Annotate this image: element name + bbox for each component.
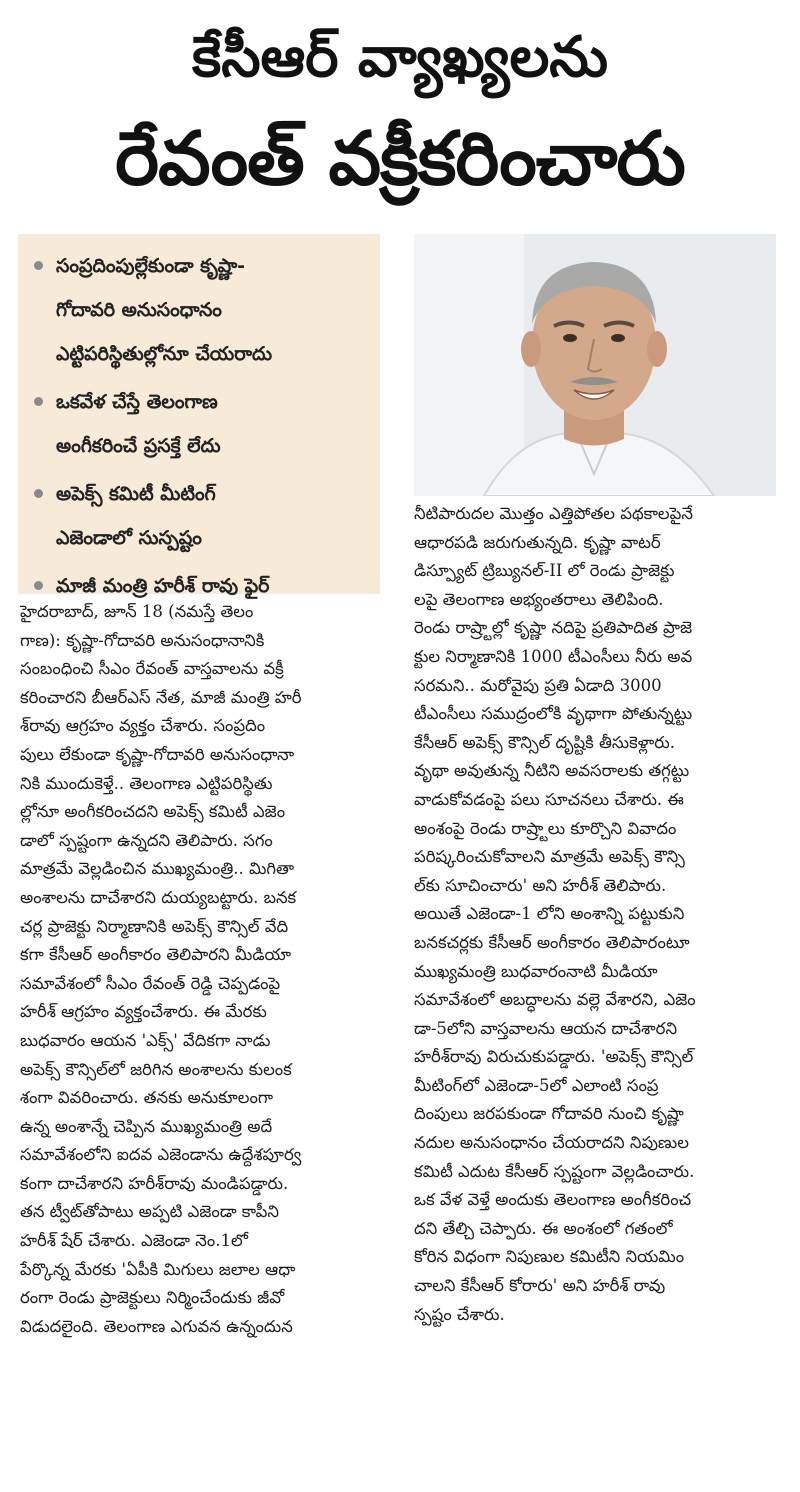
article-line: ముఖ్యమంత్రి బుధవారంనాటి మీడియా [414,961,658,981]
highlight-text: ఎట్టిపరిస్థితుల్లోనూ చేయరాదు [56,343,273,365]
article-line: డా-5లోని వాస్తవాలను ఆయన దాచేశారని [414,1018,678,1038]
article-line: టీఎంసీలు సముద్రంలోకి వృథాగా పోతున్నట్టు [414,704,693,724]
article-line: మీటింగ్‌లో ఎజెండా-5లో ఎలాంటి సంప్ర [414,1075,659,1095]
article-line: హైదరాబాద్, జూన్ 18 (నమస్తే తెలం [20,602,254,621]
article-line: దింపులు జరపకుండా గోదావరి నుంచి కృష్ణా [414,1104,684,1124]
article-line: కేసీఆర్ అపెక్స్ కౌన్సిల్ దృష్టికి తీసుకెళ్లారు. [414,732,675,752]
article-line: హరీశ్‌రావు విరుచుకుపడ్డారు. 'అపెక్స్ కౌన్సిల్ [414,1047,694,1067]
highlight-item [34,244,370,376]
article-line: క్టుల నిర్మాణానికి 1000 టీఎంసీలు నీరు అవ [414,646,693,666]
article-line: ఆధారపడి జరుగుతున్నది. కృష్ణా వాటర్ [414,532,661,552]
article-line: హరీశ్ షేర్ చేశారు. ఎజెండా నెం.1లో [20,1231,248,1251]
highlight-text: ఎజెండాలో సుస్పష్టం [56,527,202,549]
article-line: శ్‌రావు ఆగ్రహం వ్యక్తం చేశారు. సంప్రదిం [20,716,266,736]
highlight-text: అంగీకరించే ప్రసక్తే లేదు [56,435,221,457]
article-line: బనకచర్లకు కేసీఆర్ అంగీకారం తెలిపారంటూ [414,932,690,952]
article-line: లపై తెలంగాణ అభ్యంతరాలు తెలిపింది. [414,589,664,609]
article-line: అంశాలను దాచేశారని దుయ్యబట్టారు. బనక [20,887,297,907]
article-line: సరమని.. మరోవైపు ప్రతి ఏడాది 3000 [414,675,662,695]
article-line: అంశంపై రెండు రాష్ర్టాలు కూర్చొని వివాదం [414,818,677,838]
article-line: శంగా వివరించారు. తనకు అనుకూలంగా [20,1088,274,1108]
bullet-icon [34,581,43,590]
highlight-item [34,472,370,560]
article-line: నీటిపారుదల మొత్తం ఎత్తిపోతల పథకాలపైనే [414,504,693,523]
article-line: హరీశ్ ఆగ్రహం వ్యక్తంచేశారు. ఈ మేరకు [20,1002,267,1022]
article-line: గాణ): కృష్ణా-గోదావరి అనుసంధానానికి [20,630,265,650]
article-line: డిస్ప్యూట్ ట్రిబ్యునల్-II లో రెండు ప్రాజెక్టు [414,561,675,581]
article-line: పులు లేకుండా కృష్ణా-గోదావరి అనుసంధానా [20,744,295,764]
article-line: ల్లోనూ అంగీకరించదని అపెక్స్ కమిటీ ఎజెం [20,802,286,822]
article-line: ఒక వేళ వెళ్తే అందుకు తెలంగాణ అంగీకరించ [414,1190,692,1210]
highlight-text: సంప్రదింపుల్లేకుండా కృష్ణా- [56,255,246,277]
article-line: చర్ల ప్రాజెక్టు నిర్మాణానికి అపెక్స్ కౌన్సిల్ వేది [20,916,289,936]
article-line: బుధవారం ఆయన 'ఎక్స్' వేదికగా నాడు [20,1030,271,1050]
article-line: తన ట్వీట్‌తోపాటు అప్పటి ఎజెండా కాపీని [20,1202,279,1222]
article-line: కోరిన విధంగా నిపుణుల కమిటీని నియమిం [414,1247,685,1267]
article-line: రెండు రాష్ర్టాల్లో కృష్ణా నదిపై ప్రతిపాదిత ప్రాజె [414,618,693,638]
article-line: సంబంధించి సీఎం రేవంత్ వాస్తవాలను వక్రీ [20,659,284,679]
article-line: మాత్రమే వెల్లడించిన ముఖ్యమంత్రి.. మిగితా [20,859,295,879]
article-line: స్పష్టం చేశారు. [414,1304,505,1324]
article-line: ల్‌కు సూచించారు' అని హరీశ్ తెలిపారు. [414,875,667,895]
headline-line-1: కేసీఆర్ వ్యాఖ్యలను [192,25,608,90]
article-line: పరిష్కరించుకోవాలని మాత్రమే అపెక్స్ కౌన్సి [414,847,685,867]
article-line: దని తేల్చి చెప్పారు. ఈ అంశంలో గతంలో [414,1218,673,1238]
article-line: అపెక్స్ కౌన్సిల్‌లో జరిగిన అంశాలను కులంక [20,1059,292,1079]
portrait-photo [414,234,776,496]
highlights-box [18,234,380,597]
article-column-left [20,598,382,1341]
article-line: పేర్కొన్న మేరకు 'ఏపీకి మిగులు జలాల ఆధా [20,1259,296,1279]
article-line: విడుదలైంది. తెలంగాణ ఎగువన ఉన్నందున [20,1316,293,1336]
article-line: కరించారని బీఆర్ఎస్ నేత, మాజీ మంత్రి హరీ [20,687,302,707]
article-line: నదుల అనుసంధానం చేయరాదని నిపుణుల [414,1133,689,1153]
bullet-icon [34,489,43,498]
article-line: ఉన్న అంశాన్నే చెప్పిన ముఖ్యమంత్రి అదే [20,1116,273,1136]
highlight-item [34,380,370,468]
article-line: సమావేశంలో సీఎం రేవంత్ రెడ్డి చెప్పడంపై [20,973,281,993]
highlight-text: ఒకవేళ చేస్తే తెలంగాణ [56,391,218,413]
article-line: నికి ముందుకెళ్తే.. తెలంగాణ ఎట్టిపరిస్థితు [20,773,273,793]
highlight-text: అపెక్స్ కమిటీ మీటింగ్ [56,483,216,505]
article-line: వృథా అవుతున్న నీటిని అవసరాలకు తగ్గట్టు [414,761,690,781]
highlight-text: మాజీ మంత్రి హరీశ్ రావు ఫైర్ [56,575,270,597]
highlight-text: గోదావరి అనుసంధానం [56,299,222,321]
portrait-illustration [414,234,776,496]
bullet-icon [34,397,43,406]
article-line: వాడుకోవడంపై పలు సూచనలు చేశారు. ఈ [414,789,684,809]
article-column-right [414,500,776,1329]
article-line: అయితే ఎజెండా-1 లోని అంశాన్ని పట్టుకుని [414,904,685,924]
article-line: కగా కేసీఆర్ అంగీకారం తెలిపారని మీడియా [20,945,292,965]
article-line: చాలని కేసీఆర్ కోరారు' అని హరీశ్ రావు [414,1276,666,1296]
article-line: సమావేశంలో అబద్ధాలను వల్లె వేశారని, ఎజెం [414,990,696,1010]
headline-line-2: రేవంత్ వక్రీకరించారు [115,116,685,202]
article-line: రంగా రెండు ప్రాజెక్టులు నిర్మించేందుకు జీవో [20,1288,285,1308]
bullet-icon [34,261,43,270]
article-line: కంగా దాచేశారని హరీశ్‌రావు మండిపడ్డారు. [20,1173,289,1193]
article-line: సమావేశంలోని ఐదవ ఎజెండాను ఉద్దేశపూర్వ [20,1145,302,1165]
article-line: కమిటీ ఎదుట కేసీఆర్ స్పష్టంగా వెల్లడించారు. [414,1161,695,1181]
article-line: డాలో స్పష్టంగా ఉన్నదని తెలిపారు. సగం [20,830,273,850]
